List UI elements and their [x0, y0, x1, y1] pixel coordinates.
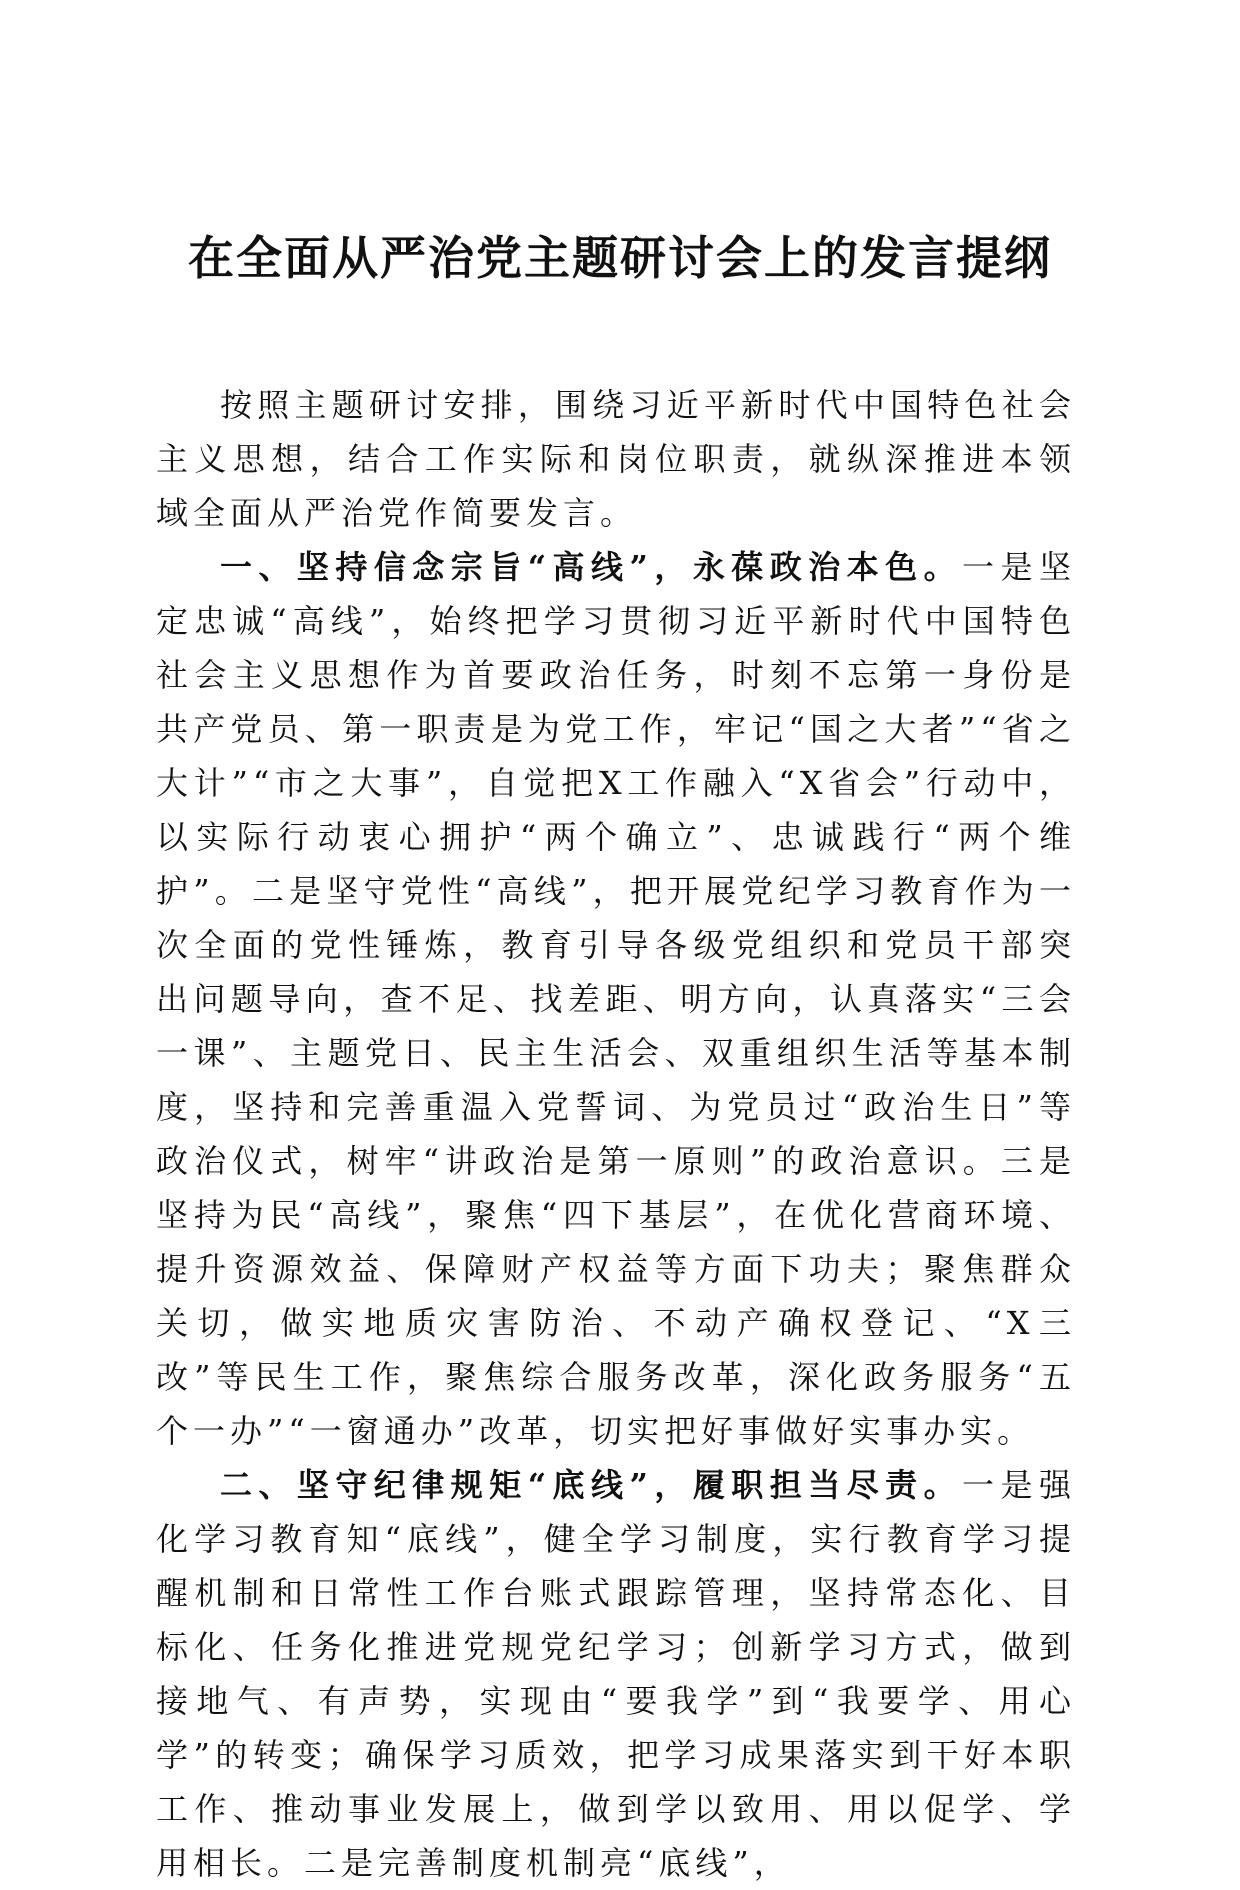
section-heading-2: 二、坚守纪律规矩“底线”，履职担当尽责。 [220, 1466, 963, 1504]
intro-paragraph: 按照主题研讨安排，围绕习近平新时代中国特色社会主义思想，结合工作实际和岗位职责，就纵深推进本领域全面从严治党作简要发言。 [156, 386, 1076, 532]
document-body [156, 378, 1076, 1890]
section-heading-1: 一、坚持信念宗旨“高线”，永葆政治本色。 [220, 548, 963, 586]
document-title: 在全面从严治党主题研讨会上的发言提纲 [188, 231, 1052, 285]
section-text-2: 一是强化学习教育知“底线”，健全学习制度，实行教育学习提醒机制和日常性工作台账式跟踪管理，坚持常态化、目标化、任务化推进党规党纪学习；创新学习方式，做到接地气、有声势，实现由“要我学”到“我要学、用心学”的转变；确保学习质效，把学习成果落实到干好本职工作、推动事业发展上，做到学以致用、用以促学、学用相长。二是完善制度机制亮“底线”， [156, 1466, 1076, 1882]
section-paragraph-1 [156, 540, 1076, 1458]
section-paragraph-2 [156, 1458, 1076, 1890]
section-text-1: 一是坚定忠诚“高线”，始终把学习贯彻习近平新时代中国特色社会主义思想作为首要政治任务，时刻不忘第一身份是共产党员、第一职责是为党工作，牢记“国之大者”“省之大计”“市之大事”，自觉把X工作融入“X省会”行动中，以实际行动衷心拥护“两个确立”、忠诚践行“两个维护”。二是坚守党性“高线”，把开展党纪学习教育作为一次全面的党性锤炼，教育引导各级党组织和党员干部突出问题导向，查不足、找差距、明方向，认真落实“三会一课”、主题党日、民主生活会、双重组织生活等基本制度，坚持和完善重温入党誓词、为党员过“政治生日”等政治仪式，树牢“讲政治是第一原则”的政治意识。三是坚持为民“高线”，聚焦“四下基层”，在优化营商环境、提升资源效益、保障财产权益等方面下功夫；聚焦群众关切，做实地质灾害防治、不动产确权登记、“X三改”等民生工作，聚焦综合服务改革，深化政务服务“五个一办”“一窗通办”改革，切实把好事做好实事办实。 [156, 548, 1076, 1450]
